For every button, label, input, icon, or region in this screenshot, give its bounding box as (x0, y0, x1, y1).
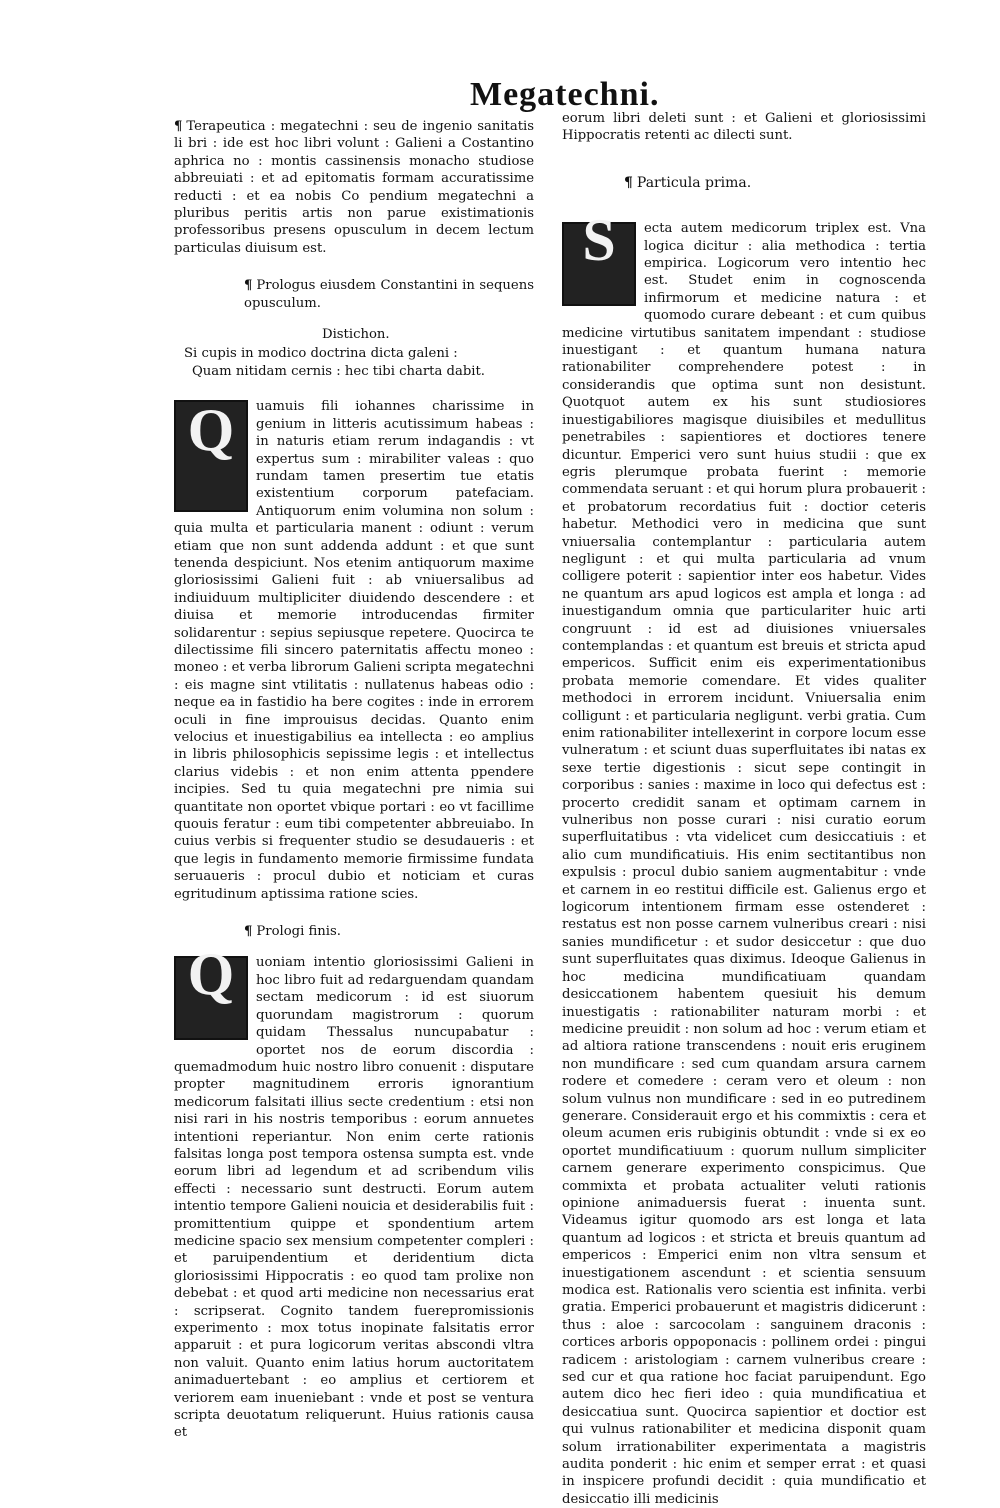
particula-heading: ¶ Particula prima. (624, 174, 752, 191)
pilcrow-icon: ¶ (244, 924, 253, 940)
continued-paragraph: eorum libri deleti sunt : et Galieni et gloriosissimi Hippocratis retenti ac dilecti sunt. (562, 111, 926, 144)
second-paragraph: uoniam intentio gloriosissimi Galieni in hoc libro fuit ad redarguendam quandam sectam medicorum : id est siuorum quorundam magistrorum : quorum quidam Thessalus nuncupabatur : oportet nos de eorum discordia : quemadmodum huic nostro libro conuenit : disputare propter magnitudinem erroris ignorantium medicorum falsitati illius secte credentium : etsi non nisi rari in his nostris temporibus : eorum annuetes intentioni reperiantur. Non enim certe rationis falsitas longa post tempora ostensa sumpta est. vnde eorum libri ad legendum et ad scribendum vilis effecti : necessario sunt destructi. Eorum autem intentio tempore Galieni nouicia et desiderabilis fuit : promittentium quippe et spondentium artem medicine spacio sex mensium competenter compleri : et paruipendentium et deridentium dicta gloriosissimi Hippocratis : eo quod tam prolixe non debebat : et quod arti medicine non necessarius erat : scripserat. Cognito tandem fuerepromissionis experimento : mox totus inopinate falsitatis error apparuit : et pura logicorum veritas abscondi vltra non valuit. Quanto enim latius horum auctoritatem animaduertebant : eo amplius et certiorem et veriorem eam inueniebant : vnde et post se ventura scripta deuotatum reliquerunt. Huius rationis causa et (174, 955, 534, 1441)
intro-text: Terapeutica : megatechni : seu de ingenio sanitatis li bri : ide est hoc libri volunt : Galieni a Costantino aphrica no : montis cassinensis monacho studiose abbreuiati : et ad epitomatis formam accuratissime reducti : et ea nobis Co pendium megatechni a pluribus peritis artis non parue existimationis professoribus presens opusculum in decem lectum particulas diuisum est. (174, 119, 534, 256)
right-column (562, 110, 926, 1508)
left-column (174, 118, 534, 1442)
prologue-heading: ¶ Prologus eiusdem Constantini in sequens opusculum. (244, 278, 534, 311)
pilcrow-icon: ¶ (174, 119, 183, 134)
main-paragraph: ecta autem medicorum triplex est. Vna logica dicitur : alia methodica : tertia empirica. Logicorum vero intentio hec est. Studet enim in cognoscenda infirmorum et medicine natura : et quomodo curare debeant : et cum quibus medicine virtutibus sanitatem impendant : studiose inuestigant : et quantum humana natura rationabiliter comprehendere potest : in considerandis que optima sunt non desistunt. Quotquot autem ex his sunt studiosiores inuestigabiliores magisque diuisibiles et medullitus penetrabiles : sapientiores et doctiores tenere dicuntur. Emperici vero sunt huius studii : que ex egris plerumque probata fuerint : memorie commendata seruant : et qui horum plura probauerit : et probatorum recordatius fuit : doctior ceteris habetur. Methodici vero in medicina que sunt vniuersalia contemplantur : particularia autem negligunt : et qui multa particularia ad vnum colligere poterit : sapientior inter eos habetur. Vides ne quantum ars apud logicos est ampla et longa : ad inuestigandum omnia que particulariter huic arti congruunt : id est ad diuisiones vniuersales contemplandas : et quantum est breuis et stricta apud empericos. Sufficit enim eis experimentationibus probata memorie comendare. Et vides qualiter methodoci in errorem incidunt. Vniuersalia enim colligunt : et particularia negligunt. verbi gratia. Cum enim rationabiliter intellexerint in corpore locum esse vulneratum : et sciunt duas superfluitates ibi natas ex sexe tertie digestionis : sicut sepe contingit in corporibus : sanies : maxime in loco qui defectus est : procerto credidit sanam et optimam carnem in vulneribus non posse curari : nisi curatio eorum superfluitatibus : vta videlicet cum desiccatiuis : et alio cum mundificatiuis. His enim sectitantibus non expulsis : procul dubio saniem augmentabitur : vnde et carnem in eo restitui difficile est. Galienus ergo et logicorum intentionem firmam esse ostenderet : restatus est non posse carnem vulneribus creari : nisi sanies mundificetur : et sudor desiccetur : que duo sunt superfluitates quas diximus. Ideoque Galienus in hoc medicina mundificatiuam quandam desiccationem habentem quesiuit his demum inuestigatis : rationabiliter naturam morbi : et medicine preuidit : non solum ad hoc : verum etiam et ad altiora ratione transcendens : nouit eris eruginem non mundificare : sed cum quandam arsura carnem rodere et comedere : ceram vero et oleum : non solum vulnus non mundificare : sed in eo putredinem generare. Considerauit ergo et his commixtis : cera et oleum acumen eris rubiginis obtundit : vnde si ex eo oportet mundificatiuum : quorum nullum simpliciter carnem generare experimento conspicimus. Que commixta et probata actualiter veluti rationis opinione animaduersis fuerat : inuenta sunt. Videamus igitur quomodo ars est longa et lata quantum ad logicos : et stricta et breuis quantum ad empericos : Emperici enim non vltra sensum et inuestigationem ascendunt : et scientia sensuum modica est. Rationalis vero scientia est infinita. verbi gratia. Emperici probauerunt et magistris didicerunt : thus : aloe : sarcocolam : sanguinem draconis : cortices arboris oppoponacis : pollinem ordei : pingui radicem : aristologiam : carnem vulneribus creare : sed cur et qua ratione hoc faciat paruipendunt. Ego autem dico hec fieri ideo : quia mundificatiua et desiccatiua sunt. Quocirca sapientior et doctior est qui vulnus rationabiliter et medicina disponit quam solum irrationabiliter experimentata a magistris audita ponderit : hic enim et semper errat : et quasi in inspicere profundi decidit : quia mundificatio et desiccatio illi medicinis (562, 221, 926, 1507)
prologue-paragraph: uamuis fili iohannes charissime in genium in litteris acutissimum habeas : in naturis etiam rerum indagandis : vt expertus sum : mirabiliter valeas : quo rundam tamen presertim tue etatis existentium corporum patefaciam. Antiquorum enim volumina non solum : quia multa et particularia manent : odiunt : verum etiam que non sunt addenda addunt : et que sunt tenenda despiciunt. Nos etenim antiquorum maxime gloriosissimi Galieni fuit : ab vniuersalibus ad indiuiduum multipliciter diuidendo descendere : et diuisa et memorie introducendas firmiter solidarentur : sepius sepiusque repetere. Quocirca te dilectissime fili sincero paternitatis affectu moneo : moneo : et verba librorum Galieni scripta megatechni : eis magne sint vtilitatis : nullatenus habeas odio : neque ea in fastidio ha bere cogites : inde in errorem oculi in fine improuisus decidas. Quanto enim velocius et inuestigabilius ea intellecta : eo amplius in libris philosophicis sepissime legis : et intellectus clarius videbis : et non enim attenta ppendere incipies. Sed tu quia megatechni pre nimia sui quantitate non oportet vbique portari : eo vt facillime quouis feratur : eum tibi competenter abbreuiabo. In cuius verbis si frequenter studio se desudaueris : et que legis in fundamento memorie firmissime fundata seruaueris : procul dubio et noticiam et curas egritudinum aptissima ratione scies. (174, 399, 534, 902)
intro-paragraph (174, 118, 534, 257)
pilcrow-icon: ¶ (244, 278, 253, 294)
page-header: Megatechni. (470, 76, 660, 113)
prologue-end: ¶ Prologi finis. (244, 924, 341, 940)
decorated-initial-s-icon: S (562, 222, 636, 306)
distich-line-2: Quam nitidam cernis : hec tibi charta dabit. (192, 363, 485, 379)
distich-line-1: Si cupis in modico doctrina dicta galeni : (184, 346, 458, 362)
distich-title: Distichon. (322, 327, 390, 343)
pilcrow-icon: ¶ (624, 174, 633, 191)
decorated-initial-q-icon: Q (174, 400, 248, 512)
decorated-initial-q-icon: Q (174, 956, 248, 1040)
